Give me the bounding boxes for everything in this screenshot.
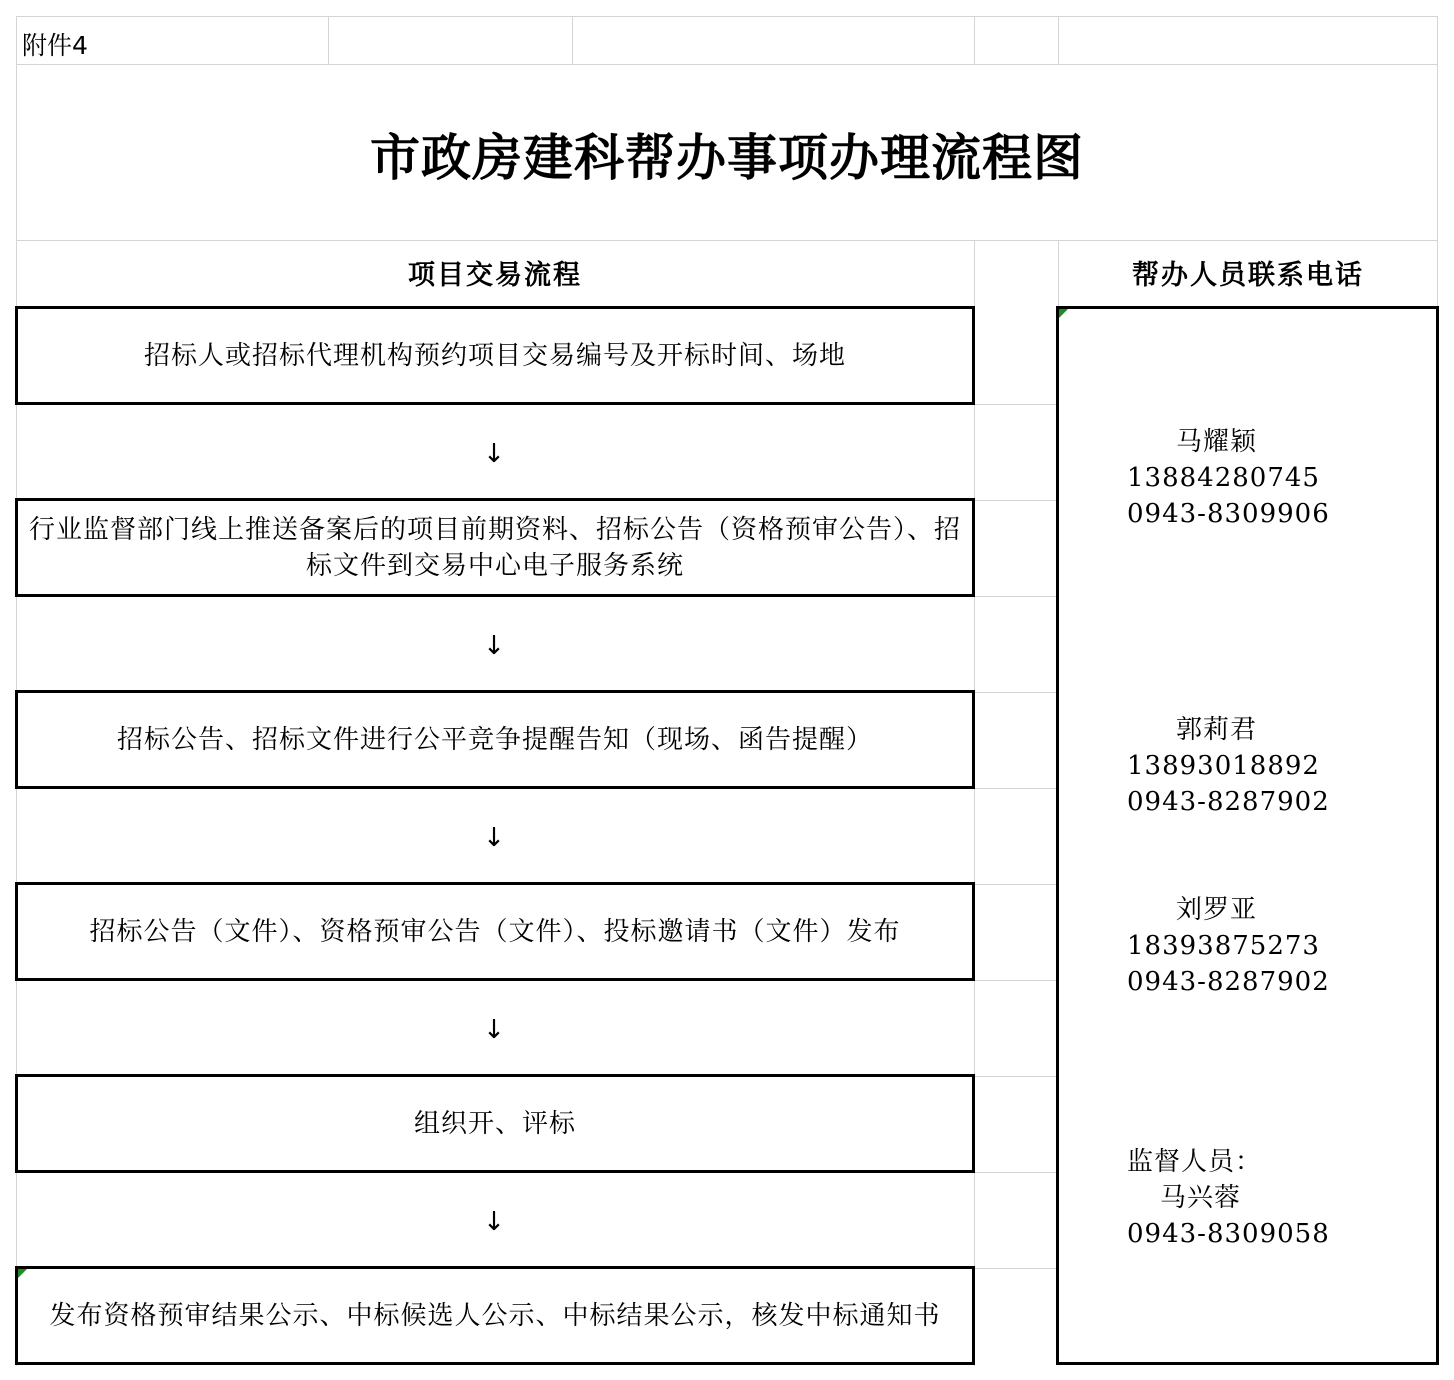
contact-mobile: 13893018892 bbox=[1127, 751, 1320, 781]
grid-line bbox=[16, 240, 1438, 241]
comment-indicator-icon bbox=[18, 1269, 27, 1278]
grid-line bbox=[974, 980, 1058, 981]
contact-phone: 0943-8309906 bbox=[1127, 499, 1330, 529]
grid-line bbox=[974, 884, 1058, 885]
comment-indicator-icon bbox=[1059, 309, 1068, 318]
supervisor-name: 马兴蓉 bbox=[1160, 1183, 1242, 1213]
attachment-label: 附件4 bbox=[22, 31, 88, 60]
supervisor-phone: 0943-8309058 bbox=[1127, 1219, 1330, 1249]
grid-line bbox=[1058, 16, 1059, 64]
flow-step-5: 组织开、评标 bbox=[15, 1074, 975, 1173]
grid-line bbox=[974, 1076, 1058, 1077]
down-arrow-icon: ↓ bbox=[483, 823, 505, 853]
down-arrow-icon: ↓ bbox=[483, 439, 505, 469]
contact-name: 刘罗亚 bbox=[1176, 895, 1258, 925]
grid-line bbox=[974, 16, 975, 64]
contacts-column-header: 帮办人员联系电话 bbox=[1132, 260, 1364, 291]
grid-line bbox=[974, 596, 1058, 597]
flow-step-6: 发布资格预审结果公示、中标候选人公示、中标结果公示，核发中标通知书 bbox=[15, 1266, 975, 1365]
down-arrow-icon: ↓ bbox=[483, 1015, 505, 1045]
grid-line bbox=[974, 1172, 1058, 1173]
contact-phone: 0943-8287902 bbox=[1127, 967, 1330, 997]
contact-name: 郭莉君 bbox=[1176, 715, 1258, 745]
down-arrow-icon: ↓ bbox=[483, 1207, 505, 1237]
flow-step-3: 招标公告、招标文件进行公平竞争提醒告知（现场、函告提醒） bbox=[15, 690, 975, 789]
contact-phone: 0943-8287902 bbox=[1127, 787, 1330, 817]
contact-mobile: 13884280745 bbox=[1127, 463, 1320, 493]
contact-name: 马耀颖 bbox=[1176, 427, 1258, 457]
page-title: 市政房建科帮办事项办理流程图 bbox=[370, 128, 1084, 187]
grid-line bbox=[16, 16, 1438, 17]
down-arrow-icon: ↓ bbox=[483, 631, 505, 661]
grid-line bbox=[974, 404, 1058, 405]
grid-line bbox=[974, 788, 1058, 789]
grid-line bbox=[974, 500, 1058, 501]
flow-step-2: 行业监督部门线上推送备案后的项目前期资料、招标公告（资格预审公告）、招标文件到交易中心电子服务系统 bbox=[15, 498, 975, 597]
grid-line bbox=[974, 240, 975, 1366]
process-column-header: 项目交易流程 bbox=[408, 260, 582, 291]
flow-step-4: 招标公告（文件）、资格预审公告（文件）、投标邀请书（文件）发布 bbox=[15, 882, 975, 981]
grid-line bbox=[328, 16, 329, 64]
supervisor-label: 监督人员： bbox=[1127, 1147, 1263, 1177]
grid-line bbox=[974, 692, 1058, 693]
grid-line bbox=[974, 1268, 1058, 1269]
grid-line bbox=[16, 64, 1438, 65]
flow-step-1: 招标人或招标代理机构预约项目交易编号及开标时间、场地 bbox=[15, 306, 975, 405]
grid-line bbox=[572, 16, 573, 64]
contact-mobile: 18393875273 bbox=[1127, 931, 1320, 961]
